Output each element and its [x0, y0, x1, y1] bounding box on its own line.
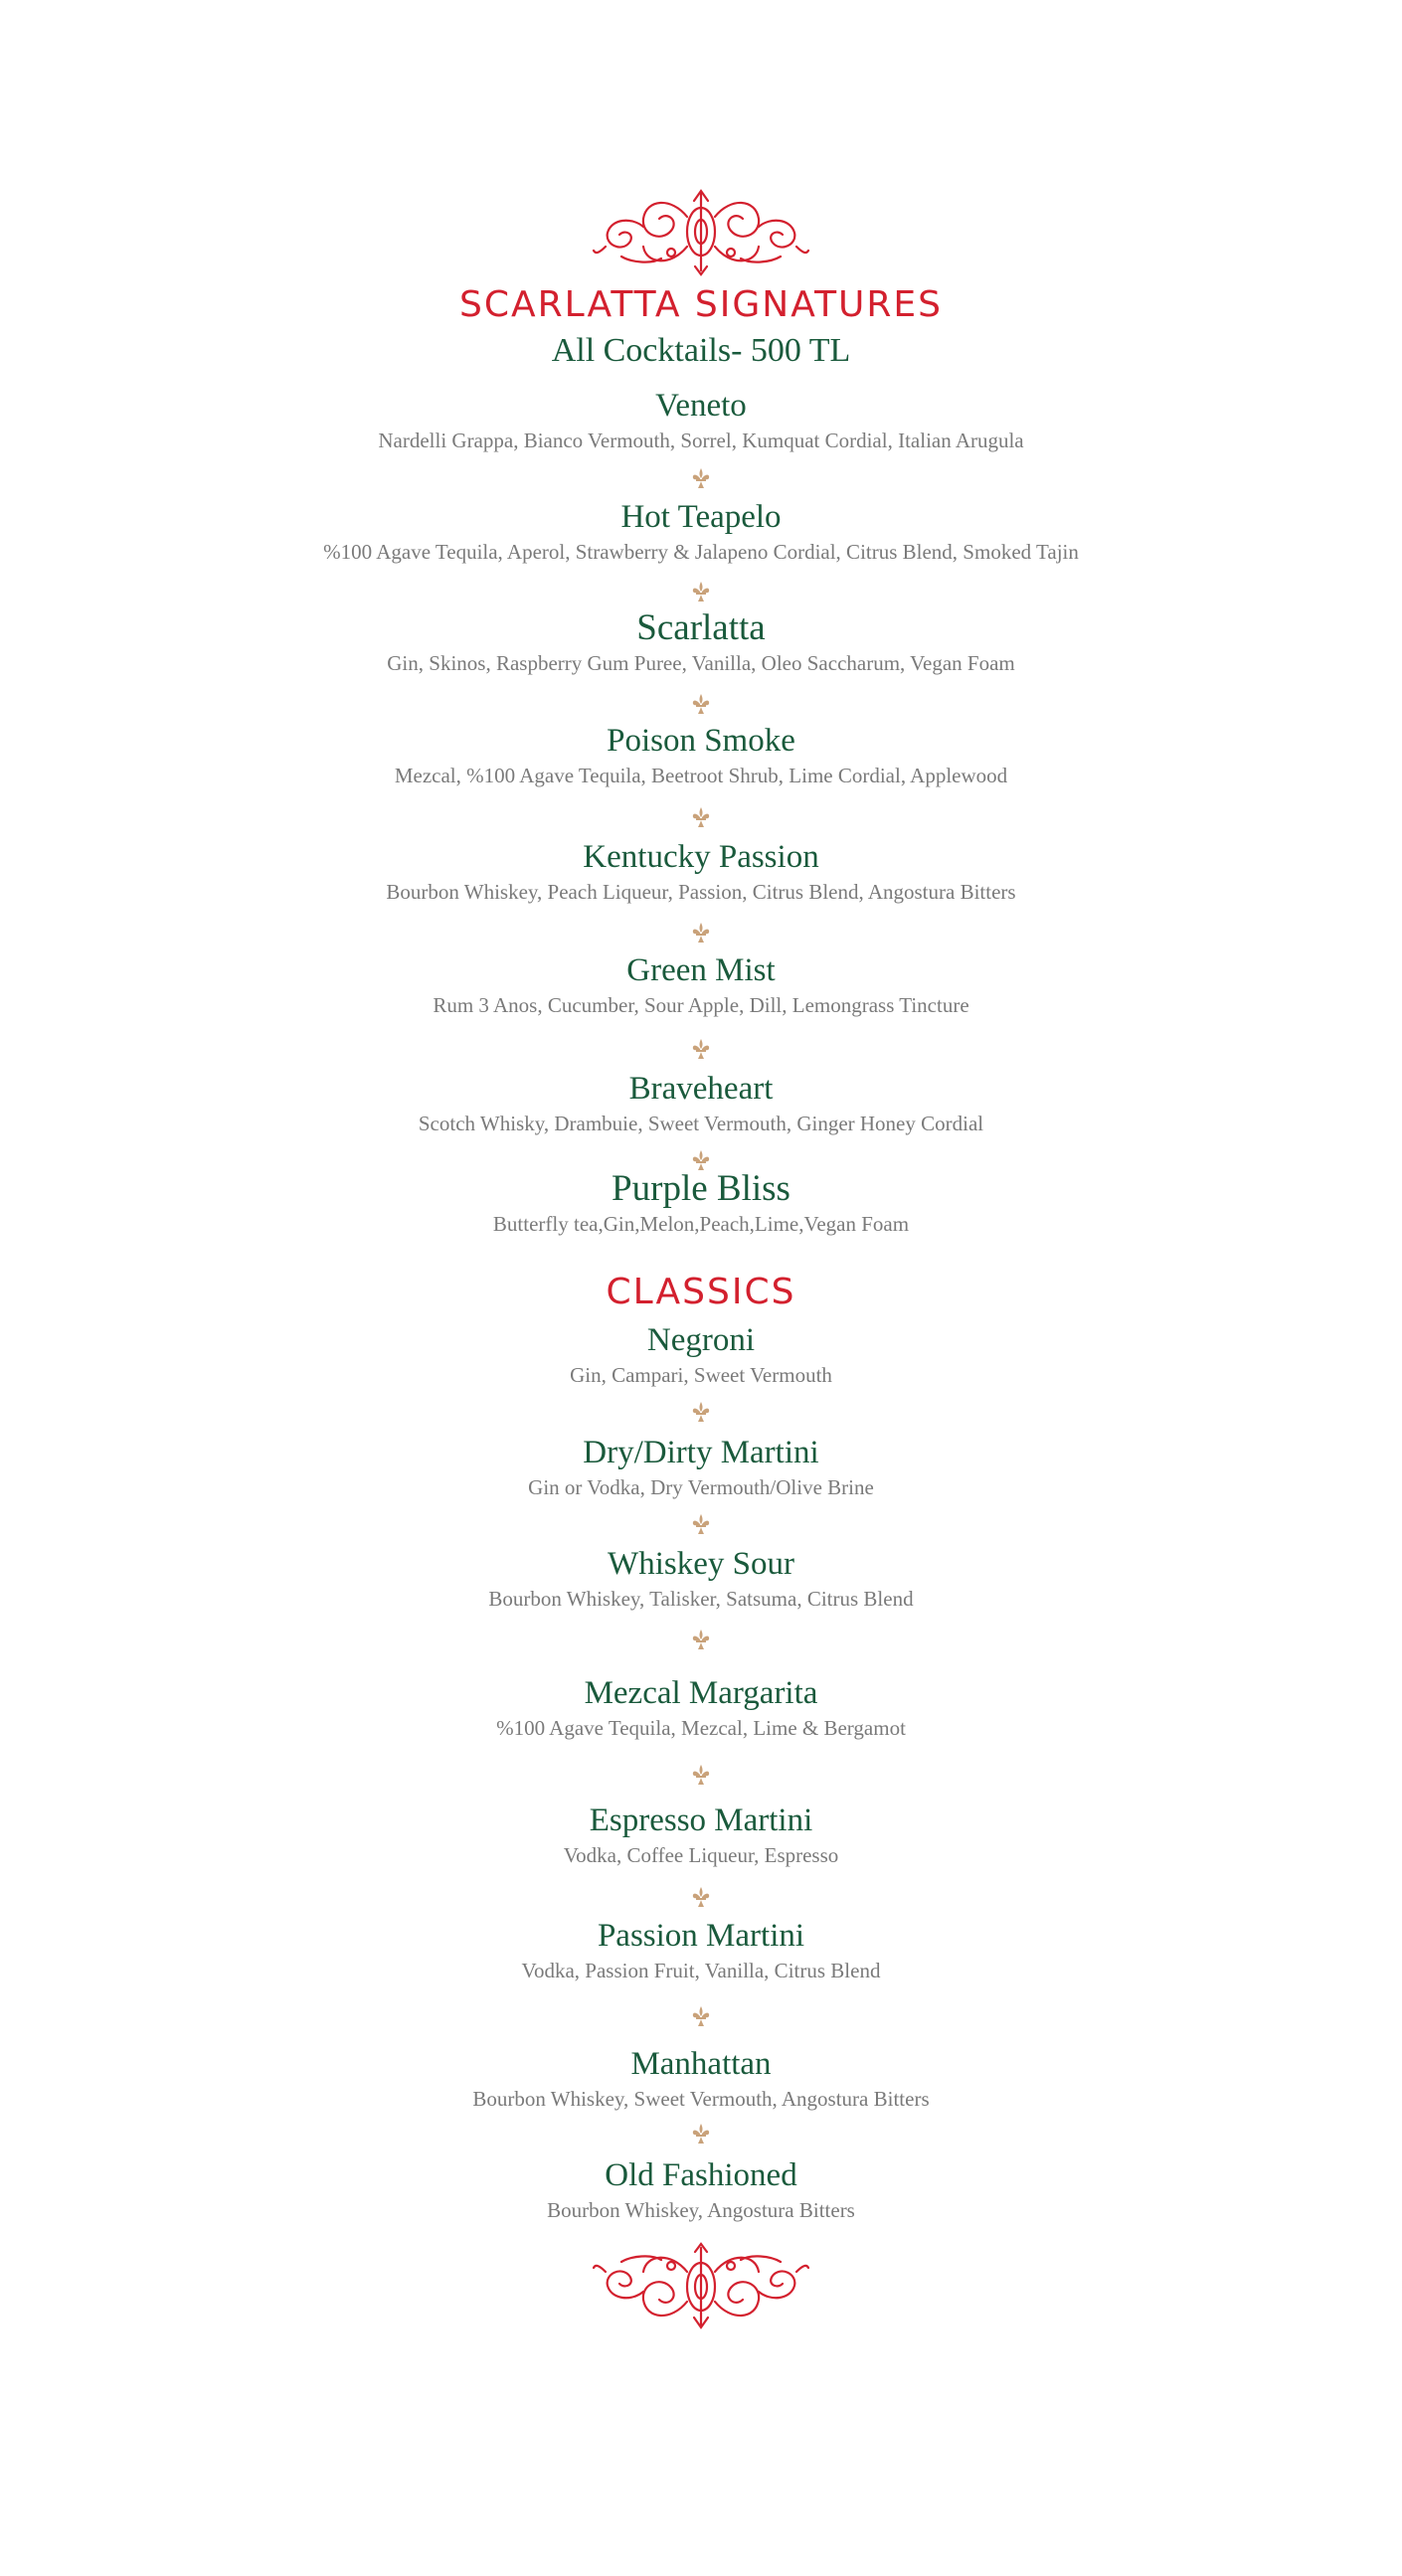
fleur-de-lis-icon — [691, 1513, 711, 1535]
item-name: Espresso Martini — [589, 1803, 813, 1838]
classics-heading: CLASSICS — [606, 1272, 796, 1312]
menu-item — [0, 1801, 1402, 1868]
menu-item — [0, 1169, 1402, 1237]
signatures-price: All Cocktails- 500 TL — [551, 332, 851, 369]
item-description: Vodka, Coffee Liqueur, Espresso — [563, 1843, 839, 1867]
fleur-de-lis-icon — [691, 693, 711, 715]
menu-item — [0, 497, 1402, 565]
menu-item — [0, 1069, 1402, 1136]
item-name: Manhattan — [630, 2046, 772, 2082]
fleur-de-lis-icon — [691, 1401, 711, 1423]
item-description: Gin, Skinos, Raspberry Gum Puree, Vanilla, Oleo Saccharum, Vegan Foam — [387, 651, 1015, 675]
item-name: Scarlatta — [636, 607, 766, 648]
item-description: Bourbon Whiskey, Peach Liqueur, Passion, Citrus Blend, Angostura Bitters — [386, 880, 1016, 904]
fleur-de-lis-icon — [691, 1038, 711, 1060]
menu-item — [0, 721, 1402, 788]
signatures-heading: SCARLATTA SIGNATURES — [458, 284, 944, 325]
fleur-de-lis-icon — [691, 581, 711, 602]
menu-item — [0, 608, 1402, 676]
item-name: Mezcal Margarita — [584, 1675, 818, 1711]
menu-item — [0, 1320, 1402, 1388]
item-name: Negroni — [646, 1322, 756, 1358]
bottom-ornament-icon — [592, 2242, 810, 2331]
item-description: Rum 3 Anos, Cucumber, Sour Apple, Dill, Lemongrass Tincture — [433, 993, 969, 1017]
menu-item — [0, 1544, 1402, 1612]
fleur-de-lis-icon — [691, 1629, 711, 1650]
item-name: Dry/Dirty Martini — [583, 1435, 819, 1470]
menu-item — [0, 1673, 1402, 1741]
fleur-de-lis-icon — [691, 806, 711, 828]
item-name: Passion Martini — [597, 1918, 805, 1954]
item-name: Kentucky Passion — [583, 839, 819, 875]
menu-item — [0, 950, 1402, 1018]
item-name: Old Fashioned — [605, 2157, 797, 2193]
item-description: Bourbon Whiskey, Sweet Vermouth, Angostura Bitters — [472, 2087, 930, 2111]
item-description: Butterfly tea,Gin,Melon,Peach,Lime,Vegan Foam — [492, 1212, 910, 1236]
fleur-de-lis-icon — [691, 467, 711, 489]
menu-item — [0, 1916, 1402, 1983]
item-name: Poison Smoke — [607, 723, 795, 759]
fleur-de-lis-icon — [691, 2005, 711, 2027]
item-description: Scotch Whisky, Drambuie, Sweet Vermouth, Ginger Honey Cordial — [418, 1112, 984, 1135]
item-description: Nardelli Grappa, Bianco Vermouth, Sorrel, Kumquat Cordial, Italian Arugula — [378, 429, 1024, 452]
item-name: Hot Teapelo — [620, 499, 782, 535]
fleur-de-lis-icon — [691, 1886, 711, 1908]
fleur-de-lis-icon — [691, 1764, 711, 1786]
item-description: Bourbon Whiskey, Talisker, Satsuma, Citrus Blend — [488, 1587, 914, 1611]
item-description: Gin or Vodka, Dry Vermouth/Olive Brine — [528, 1475, 874, 1499]
item-description: %100 Agave Tequila, Mezcal, Lime & Bergamot — [496, 1716, 906, 1740]
item-name: Whiskey Sour — [608, 1546, 794, 1582]
fleur-de-lis-icon — [691, 922, 711, 944]
top-ornament-icon — [592, 187, 810, 276]
item-description: Bourbon Whiskey, Angostura Bitters — [547, 2198, 855, 2222]
item-description: %100 Agave Tequila, Aperol, Strawberry & Jalapeno Cordial, Citrus Blend, Smoked Tajin — [323, 540, 1079, 564]
item-description: Vodka, Passion Fruit, Vanilla, Citrus Blend — [521, 1959, 881, 1982]
fleur-de-lis-icon — [691, 2123, 711, 2145]
item-description: Mezcal, %100 Agave Tequila, Beetroot Shrub, Lime Cordial, Applewood — [394, 764, 1008, 787]
menu-item — [0, 2044, 1402, 2112]
menu-item — [0, 386, 1402, 453]
item-name: Veneto — [655, 388, 747, 424]
item-name: Braveheart — [628, 1071, 774, 1107]
item-name: Green Mist — [626, 952, 776, 988]
item-description: Gin, Campari, Sweet Vermouth — [570, 1363, 832, 1387]
menu-item — [0, 2155, 1402, 2223]
menu-item — [0, 837, 1402, 905]
menu-item — [0, 1433, 1402, 1500]
item-name: Purple Bliss — [612, 1168, 790, 1209]
